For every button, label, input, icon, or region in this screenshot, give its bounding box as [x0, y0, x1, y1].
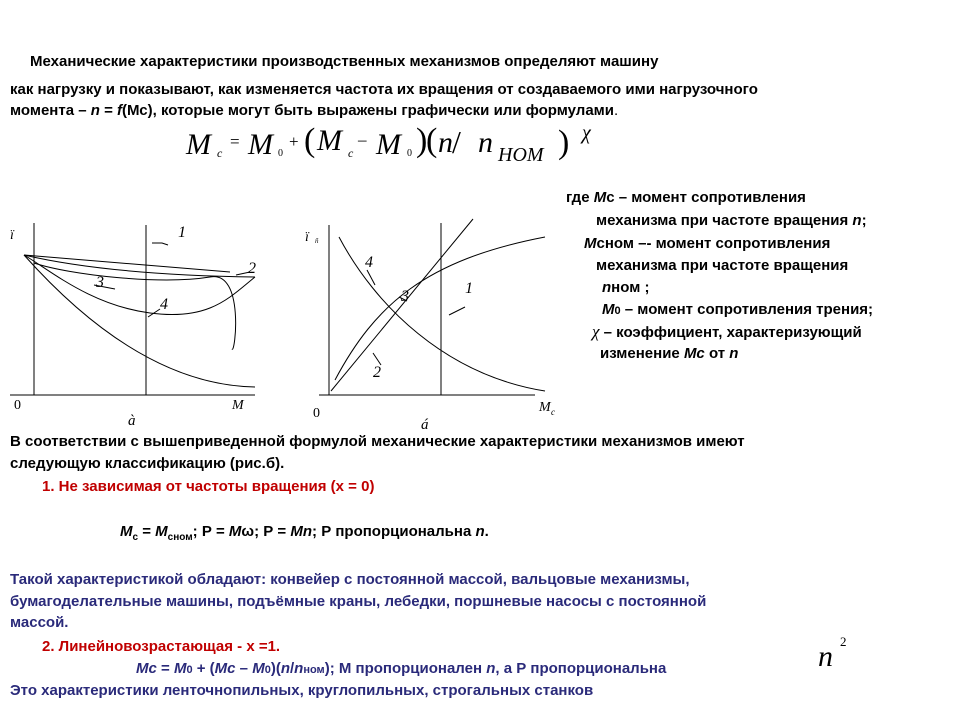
- graph-a-x-label: M: [232, 398, 244, 413]
- graph-b-line-2: [331, 219, 473, 391]
- graph-a-label-3: 3: [96, 274, 104, 291]
- graph-a-curve-2: [24, 255, 255, 387]
- graph-a-y-label: ï: [10, 228, 14, 243]
- classification-para-2: бумагоделательные машины, подъёмные краны, лебедки, поршневые насосы с постоянной: [10, 593, 707, 610]
- graph-a-leader-1: [152, 243, 168, 245]
- graph-a-curve-4: [24, 255, 255, 315]
- legend-line-4: механизма при частоте вращения: [596, 257, 849, 274]
- legend-line-5: nном ;: [602, 279, 650, 296]
- graph-a-curve-3: [24, 255, 230, 272]
- classification-para-4: Это характеристики ленточнопильных, круглопильных, строгальных станков: [10, 682, 594, 699]
- legend-line-7: χ – коэффициент, характеризующий: [592, 322, 862, 341]
- legend-line-6: М0 – момент сопротивления трения;: [602, 301, 874, 318]
- graph-b-label-4: 4: [365, 254, 373, 271]
- graph-a-zero: 0: [14, 398, 21, 413]
- graph-b: [295, 215, 565, 435]
- graph-a-label-1: 1: [178, 224, 186, 241]
- graph-b-leader-1: [449, 307, 465, 315]
- graph-b-y-label-sub: ñ: [315, 237, 319, 245]
- equation-2: Мс = М0 + (Мс – М0)(n/nном); М пропорционален n, а Р пропорциональна: [136, 660, 667, 677]
- legend-line-3: Мсном –- момент сопротивления: [584, 235, 831, 252]
- graph-a-label-2: 2: [248, 260, 256, 277]
- graph-a: [0, 215, 280, 435]
- graph-b-caption: á: [421, 417, 429, 433]
- legend-line-8: изменение Мс от n: [600, 345, 739, 362]
- graph-b-zero: 0: [313, 406, 320, 421]
- intro-line-3: момента – n = f(Мс), которые могут быть выражены графически или формулами.: [10, 102, 619, 119]
- legend-line-1: где Мс – момент сопротивления: [566, 189, 806, 206]
- legend-line-2: механизма при частоте вращения n;: [596, 212, 867, 229]
- graph-a-label-4: 4: [160, 296, 168, 313]
- graph-b-label-2: 2: [373, 364, 381, 381]
- graph-b-label-3: 3: [401, 288, 409, 305]
- classification-para-3: массой.: [10, 614, 69, 631]
- n-squared-symbol: [818, 634, 847, 674]
- equation-1: $М_с = М_{сном}$; Р = Мω; Р = Мn; Р пропорциональна n.: [120, 523, 489, 543]
- classification-item-2: 2. Линейновозрастающая - х =1.: [42, 638, 281, 655]
- graph-a-caption: à: [128, 413, 136, 429]
- n-squared-base: n: [818, 640, 833, 673]
- graph-b-x-label: M: [539, 400, 551, 415]
- intro-line-2: как нагрузку и показывают, как изменяется частота их вращения от создаваемого ими нагрузочного: [10, 81, 758, 98]
- intro-line-1: Механические характеристики производственных механизмов определяют машину: [30, 53, 659, 70]
- graph-b-x-label-sub: c: [551, 407, 555, 417]
- graph-b-label-1: 1: [465, 280, 473, 297]
- classification-item-1: 1. Не зависимая от частоты вращения (х = 0): [42, 478, 375, 495]
- classification-line-2: следующую классификацию (рис.б).: [10, 455, 285, 472]
- n-squared-exponent: 2: [840, 634, 847, 649]
- main-formula: M c = M 0 + ( M c – M 0 ) ( n / n НОМ ) χ: [186, 122, 591, 166]
- classification-para-1: Такой характеристикой обладают: конвейер с постоянной массой, вальцовые механизмы,: [10, 571, 690, 588]
- classification-line-1: В соответствии с вышеприведенной формулой механические характеристики механизмов имеют: [10, 433, 745, 450]
- graph-b-y-label: ï: [305, 230, 309, 245]
